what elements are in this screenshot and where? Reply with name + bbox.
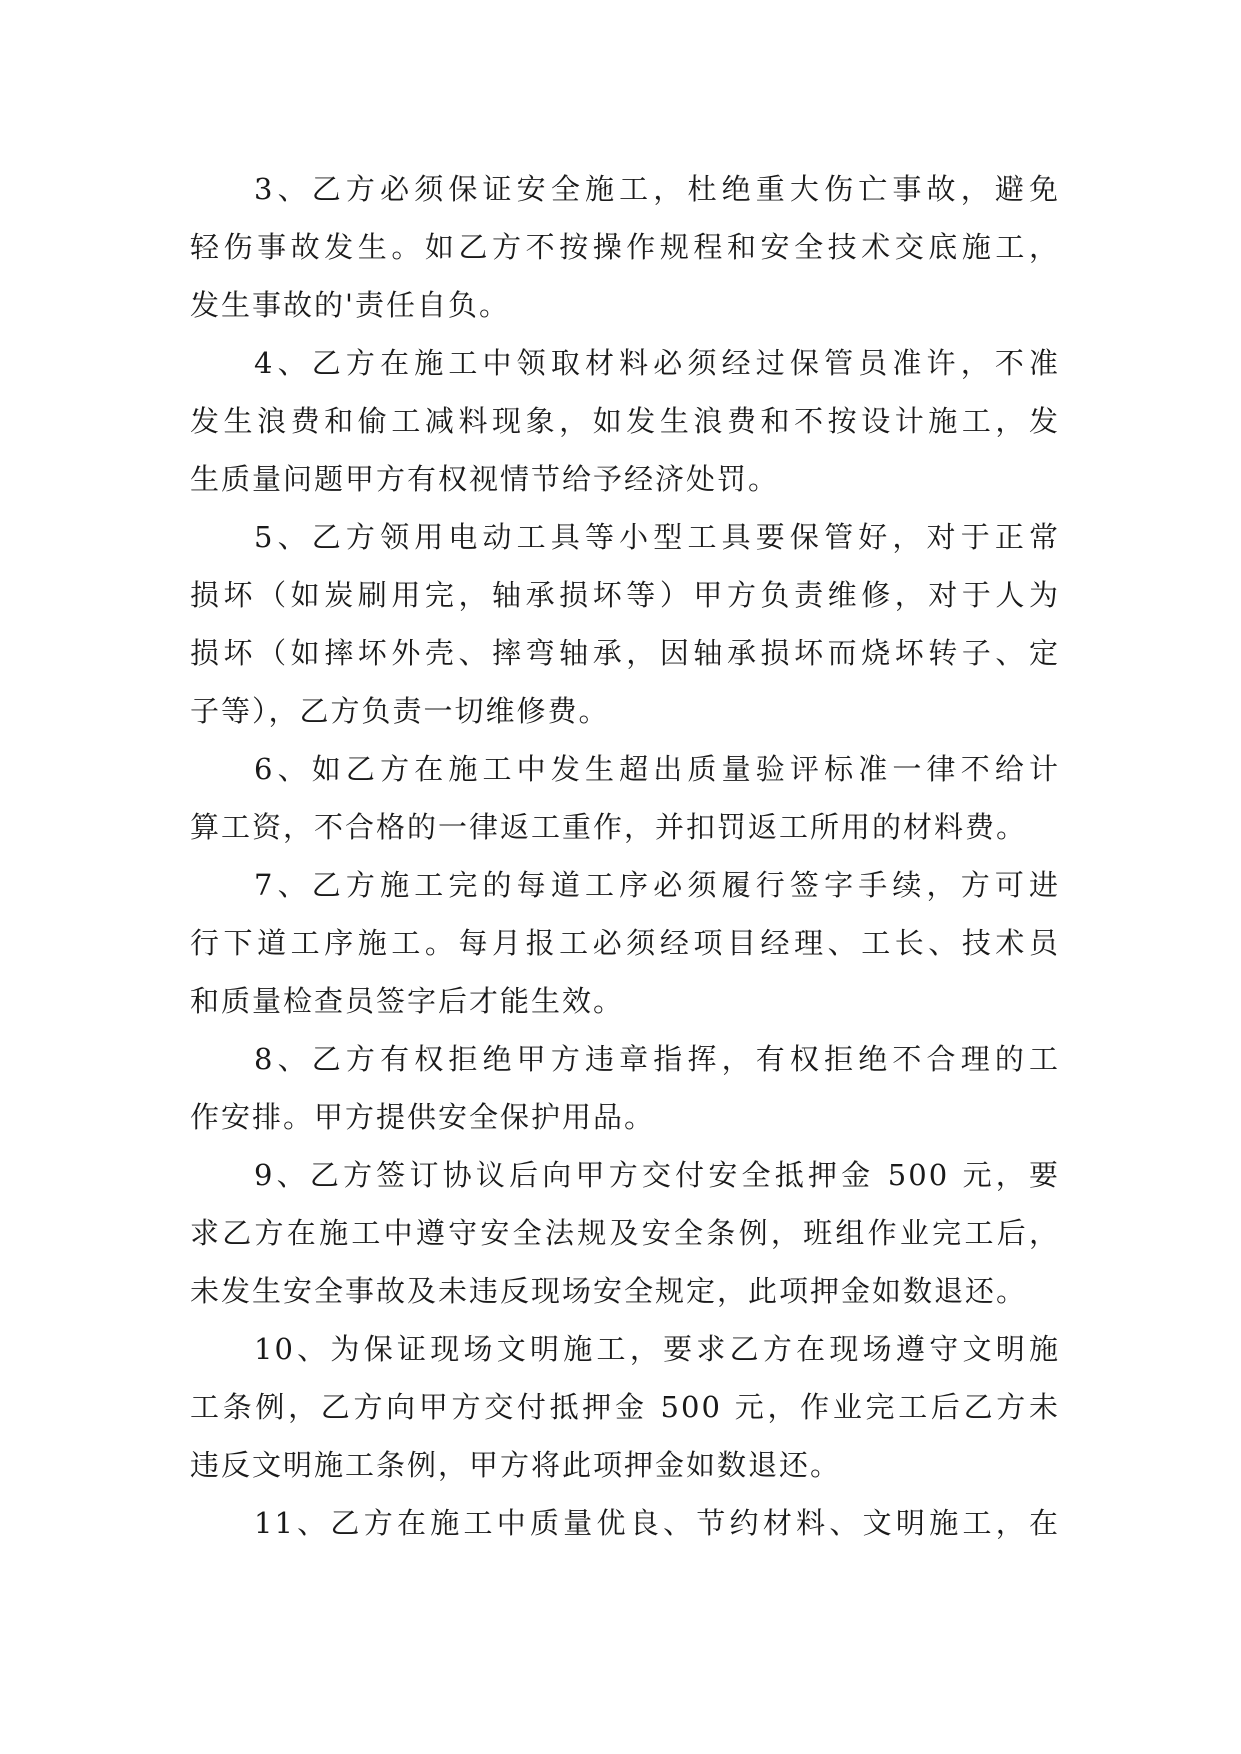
text-line: 发生事故的'责任自负。 [190, 288, 510, 322]
clause-3 [190, 160, 1060, 334]
text-line: 11、乙方在施工中质量优良、节约材料、文明施工，在 [254, 1506, 1060, 1540]
text-line: 6、如乙方在施工中发生超出质量验评标准一律不给计 [254, 752, 1060, 786]
text-line: 5、乙方领用电动工具等小型工具要保管好，对于正常 [254, 520, 1060, 554]
text-line: 损坏（如摔坏外壳、摔弯轴承，因轴承损坏而烧坏转子、定 [190, 636, 1060, 670]
text-line: 轻伤事故发生。如乙方不按操作规程和安全技术交底施工， [190, 230, 1060, 264]
text-line: 作安排。甲方提供安全保护用品。 [190, 1100, 656, 1134]
text-line: 9、乙方签订协议后向甲方交付安全抵押金 500 元，要 [254, 1158, 1060, 1192]
text-line: 10、为保证现场文明施工，要求乙方在现场遵守文明施 [254, 1332, 1060, 1366]
text-line: 8、乙方有权拒绝甲方违章指挥，有权拒绝不合理的工 [254, 1042, 1060, 1076]
clause-11 [190, 1494, 1060, 1552]
clause-5 [190, 508, 1060, 740]
text-line: 求乙方在施工中遵守安全法规及安全条例，班组作业完工后， [190, 1216, 1060, 1250]
document-body [190, 160, 1060, 1552]
text-line: 发生浪费和偷工减料现象，如发生浪费和不按设计施工，发 [190, 404, 1060, 438]
text-line: 工条例，乙方向甲方交付抵押金 500 元，作业完工后乙方未 [190, 1390, 1060, 1424]
text-line: 生质量问题甲方有权视情节给予经济处罚。 [190, 462, 780, 496]
text-line: 算工资，不合格的一律返工重作，并扣罚返工所用的材料费。 [190, 810, 1028, 844]
text-line: 行下道工序施工。每月报工必须经项目经理、工长、技术员 [190, 926, 1060, 960]
text-line: 3、乙方必须保证安全施工，杜绝重大伤亡事故，避免 [254, 172, 1060, 206]
text-line: 7、乙方施工完的每道工序必须履行签字手续，方可进 [254, 868, 1060, 902]
text-line: 子等），乙方负责一切维修费。 [190, 694, 610, 728]
clause-8 [190, 1030, 1060, 1146]
text-line: 未发生安全事故及未违反现场安全规定，此项押金如数退还。 [190, 1274, 1028, 1308]
clause-4 [190, 334, 1060, 508]
clause-9 [190, 1146, 1060, 1320]
text-line: 和质量检查员签字后才能生效。 [190, 984, 625, 1018]
text-line: 4、乙方在施工中领取材料必须经过保管员准许，不准 [254, 346, 1060, 380]
text-line: 损坏（如炭刷用完，轴承损坏等）甲方负责维修，对于人为 [190, 578, 1060, 612]
clause-7 [190, 856, 1060, 1030]
text-line: 违反文明施工条例，甲方将此项押金如数退还。 [190, 1448, 842, 1482]
clause-10 [190, 1320, 1060, 1494]
clause-6 [190, 740, 1060, 856]
